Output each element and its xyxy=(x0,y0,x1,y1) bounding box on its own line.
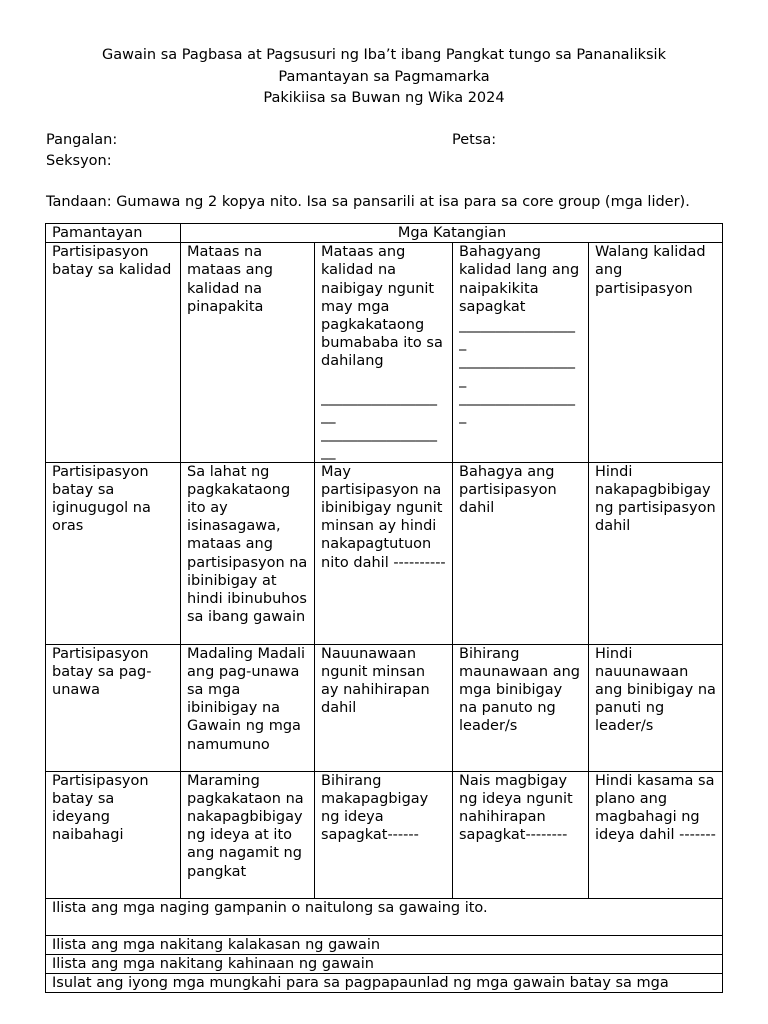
section-label: Seksyon: xyxy=(46,152,112,169)
blank-line: __ xyxy=(321,444,336,461)
level-text: Bahagyang kalidad lang ang naipakikita sapagkat xyxy=(459,244,580,315)
blank-line: ________________ xyxy=(321,389,437,406)
date-label: Petsa: xyxy=(452,132,497,148)
blank-line xyxy=(321,371,447,389)
criteria-cell: Partisipasyon batay sa iginugugol na oras xyxy=(46,462,181,644)
traits-header: Mga Katangian xyxy=(181,224,723,243)
blank-line: _ xyxy=(459,408,467,425)
level-cell xyxy=(315,243,453,462)
table-row xyxy=(46,771,723,898)
document-event-line: Pakikiisa sa Buwan ng Wika 2024 xyxy=(263,90,505,106)
blank-line: ________________ xyxy=(459,317,575,334)
level-cell: Bihirang makapagbigay ng ideya sapagkat------ xyxy=(315,771,453,898)
footer-cell: Isulat ang iyong mga mungkahi para sa pagpapaunlad ng mga gawain batay sa mga xyxy=(46,974,723,993)
level-cell: Hindi nakapagbibigay ng partisipasyon dahil xyxy=(589,462,723,644)
document-title: Gawain sa Pagbasa at Pagsusuri ng Iba’t ibang Pangkat tungo sa Pananaliksik xyxy=(102,47,666,63)
criteria-cell: Partisipasyon batay sa pag-unawa xyxy=(46,644,181,771)
level-cell: May partisipasyon na ibinibigay ngunit minsan ay hindi nakapagtutuon nito dahil ---------- xyxy=(315,462,453,644)
footer-row xyxy=(46,935,723,954)
blank-line: _ xyxy=(459,371,467,388)
footer-row xyxy=(46,954,723,973)
footer-cell: Ilista ang mga nakitang kahinaan ng gawain xyxy=(46,954,723,973)
footer-cell: Ilista ang mga nakitang kalakasan ng gawain xyxy=(46,935,723,954)
level-cell: Walang kalidad ang partisipasyon xyxy=(589,243,723,462)
footer-row xyxy=(46,974,723,993)
level-cell: Bahagya ang partisipasyon dahil xyxy=(453,462,589,644)
table-row xyxy=(46,644,723,771)
level-cell: Nauunawaan ngunit minsan ay nahihirapan dahil xyxy=(315,644,453,771)
table-row xyxy=(46,243,723,462)
footer-row xyxy=(46,898,723,935)
blank-line: ________________ xyxy=(321,426,437,443)
level-cell: Maraming pagkakataon na nakapagbibigay ng ideya at ito ang nagamit ng pangkat xyxy=(181,771,315,898)
blank-line: __ xyxy=(321,408,336,425)
footer-cell: Ilista ang mga naging gampanin o naitulong sa gawaing ito. xyxy=(46,898,723,935)
level-cell: Hindi kasama sa plano ang magbahagi ng ideya dahil ------- xyxy=(589,771,723,898)
blank-line: ________________ xyxy=(459,353,575,370)
level-text: Mataas ang kalidad na naibigay ngunit may mga pagkakataong bumababa ito sa dahilang xyxy=(321,244,443,370)
level-cell xyxy=(453,243,589,462)
level-cell: Sa lahat ng pagkakataong ito ay isinasagawa, mataas ang partisipasyon na ibinibigay at hindi ibinubuhos sa ibang gawain xyxy=(181,462,315,644)
level-cell: Madaling Madali ang pag-unawa sa mga ibinibigay na Gawain ng mga namumuno xyxy=(181,644,315,771)
level-cell: Nais magbigay ng ideya ngunit nahihirapan sapagkat-------- xyxy=(453,771,589,898)
blank-line: ________________ xyxy=(459,389,575,406)
student-info xyxy=(46,130,117,171)
name-label: Pangalan: xyxy=(46,132,118,148)
level-cell: Bihirang maunawaan ang mga binibigay na panuto ng leader/s xyxy=(453,644,589,771)
table-row xyxy=(46,462,723,644)
rubric-table xyxy=(45,223,723,993)
document-subtitle: Pamantayan sa Pagmamarka xyxy=(278,68,490,85)
table-header-row xyxy=(46,224,723,243)
document-header xyxy=(0,45,768,110)
instruction-note: Tandaan: Gumawa ng 2 kopya nito. Isa sa pansarili at isa para sa core group (mga lider). xyxy=(46,194,690,210)
criteria-header: Pamantayan xyxy=(46,224,181,243)
criteria-cell: Partisipasyon batay sa ideyang naibahagi xyxy=(46,771,181,898)
blank-line: _ xyxy=(459,335,467,352)
level-cell: Hindi nauunawaan ang binibigay na panuti ng leader/s xyxy=(589,644,723,771)
level-cell: Mataas na mataas ang kalidad na pinapakita xyxy=(181,243,315,462)
criteria-cell: Partisipasyon batay sa kalidad xyxy=(46,243,181,462)
